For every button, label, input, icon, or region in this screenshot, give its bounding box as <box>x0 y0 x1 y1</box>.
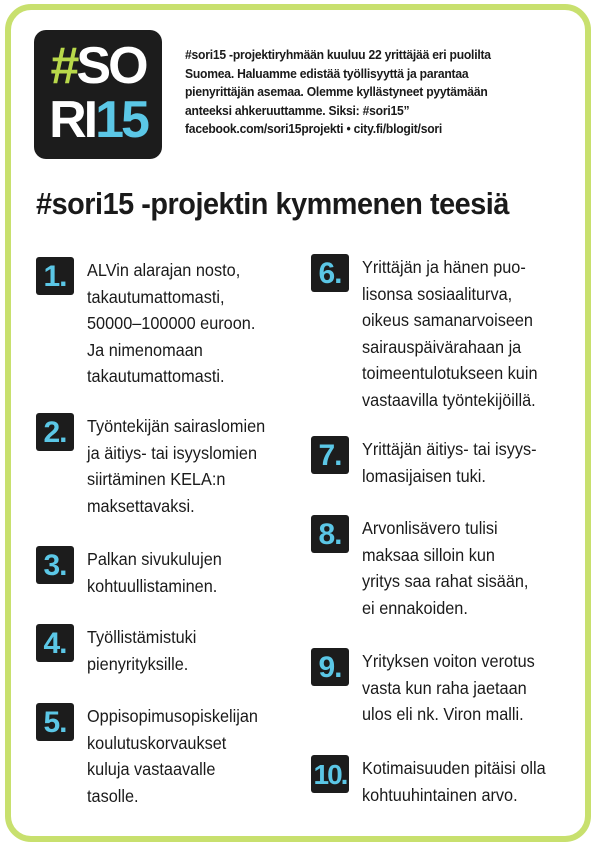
logo-ri: RI <box>49 91 96 149</box>
thesis-number: 9. <box>311 648 349 686</box>
text-line: siirtäminen KELA:n <box>87 469 226 489</box>
logo-hash: # <box>50 37 77 95</box>
thesis-number: 6. <box>311 254 349 292</box>
text-line: kohtuullistaminen. <box>87 575 218 596</box>
text-line: Yrityksen voiton verotus <box>362 651 535 671</box>
text-line: Ja nimenomaan <box>87 339 203 360</box>
thesis-text <box>362 648 576 728</box>
text-line: Työntekijän sairaslomien <box>87 416 266 436</box>
intro-text: #sori15 -projektiryhmään kuuluu 22 yrittäjää eri puolilta Suomea. Haluamme edistää työllisyyttä ja parantaa pienyrittäjän asemaa. Olemme kyllästyneet pyytämään anteeksi ahkeruuttamme. Siksi: #sori15” <box>185 47 491 118</box>
text-line: oikeus samanarvoiseen <box>362 310 533 330</box>
thesis-number: 4. <box>36 624 74 662</box>
text-line: tasolle. <box>87 785 139 806</box>
thesis-number: 5. <box>36 703 74 741</box>
text-line: Kotimaisuuden pitäisi olla <box>362 758 546 778</box>
text-line: pienyrityksille. <box>87 653 189 674</box>
text-line: 50000–100000 euroon. <box>87 313 256 333</box>
thesis-text <box>87 624 301 677</box>
thesis-text <box>362 515 576 621</box>
text-line: maksaa silloin kun <box>362 544 495 565</box>
thesis-number: 10. <box>311 755 349 793</box>
thesis-number: 1. <box>36 257 74 295</box>
text-line: Yrittäjän ja hänen puo- <box>362 257 526 277</box>
text-line: Arvonlisävero tulisi <box>362 518 498 538</box>
text-line: koulutuskorvaukset <box>87 732 227 753</box>
text-line: ja äitiys- tai isyyslomien <box>87 442 258 463</box>
text-line: lomasijaisen tuki. <box>362 465 486 486</box>
text-line: kohtuuhintainen arvo. <box>362 784 518 805</box>
text-line: vasta kun raha jaetaan <box>362 677 527 698</box>
text-line: ALVin alarajan nosto, <box>87 260 241 280</box>
thesis-number: 2. <box>36 413 74 451</box>
text-line: Yrittäjän äitiys- tai isyys- <box>362 439 537 459</box>
text-line: takautumattomasti, <box>87 286 225 307</box>
text-line: ei ennakoiden. <box>362 597 468 618</box>
text-line: maksettavaksi. <box>87 495 195 516</box>
intro-links: facebook.com/sori15projekti • city.fi/blogit/sori <box>185 121 443 136</box>
thesis-text <box>362 755 576 808</box>
text-line: toimeentulotukseen kuin <box>362 363 538 383</box>
thesis-text <box>87 413 301 519</box>
thesis-text <box>87 546 301 599</box>
thesis-text <box>362 254 576 413</box>
text-line: lisonsa sosiaaliturva, <box>362 283 513 304</box>
text-line: sairauspäivärahaan ja <box>362 336 522 357</box>
text-line: vastaavilla työntekijöillä. <box>362 389 536 410</box>
text-line: ulos eli nk. Viron malli. <box>362 704 524 724</box>
text-line: Oppisopimusopiskelijan <box>87 706 258 726</box>
thesis-text <box>362 436 576 489</box>
thesis-number: 3. <box>36 546 74 584</box>
logo-15: 15 <box>95 91 147 149</box>
thesis-number: 8. <box>311 515 349 553</box>
text-line: kuluja vastaavalle <box>87 759 216 779</box>
text-line: Työllistämistuki <box>87 627 197 647</box>
thesis-text <box>87 257 301 390</box>
logo-so: SO <box>76 37 146 95</box>
thesis-text <box>87 703 301 809</box>
text-line: Palkan sivukulujen <box>87 549 222 569</box>
sori15-logo <box>34 30 162 159</box>
thesis-number: 7. <box>311 436 349 474</box>
text-line: yritys saa rahat sisään, <box>362 571 529 591</box>
text-line: takautumattomasti. <box>87 366 225 386</box>
intro-block <box>185 46 525 139</box>
page-title: #sori15 -projektin kymmenen teesiä <box>36 186 509 221</box>
